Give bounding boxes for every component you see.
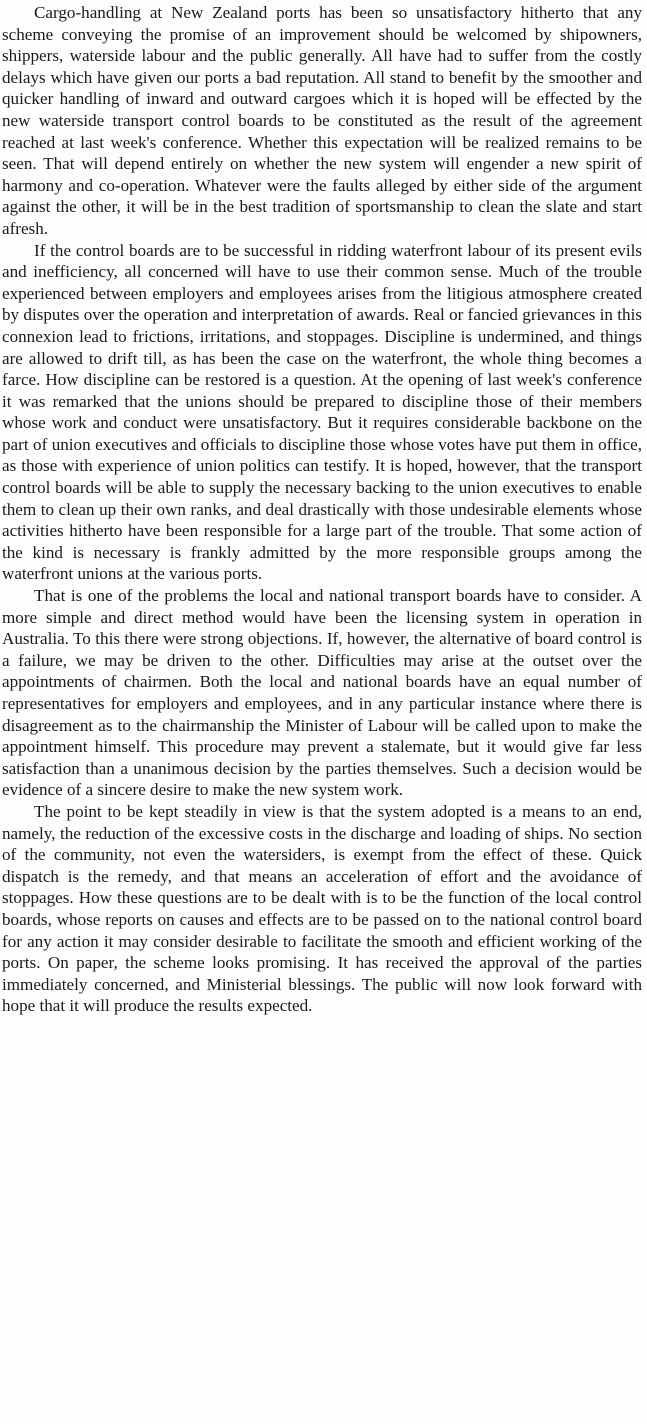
editorial-article — [2, 2, 642, 1017]
paragraph-4: The point to be kept steadily in view is that the system adopted is a means to an end, namely, the reduction of the excessive costs in the discharge and loading of ships. No section of the community, not even the watersiders, is exempt from the effect of these. Quick dispatch is the remedy, and that means an acceleration of effort and the avoidance of stoppages. How these questions are to be dealt with is to be the function of the local control boards, whose reports on causes and effects are to be passed on to the national control board for any action it may consider desirable to facilitate the smooth and efficient working of the ports. On paper, the scheme looks promising. It has received the approval of the parties immediately concerned, and Ministerial blessings. The public will now look forward with hope that it will produce the results expected. — [2, 801, 642, 1016]
paragraph-3: That is one of the problems the local and national transport boards have to consider. A more simple and direct method would have been the licensing system in operation in Australia. To this there were strong objections. If, however, the alternative of board control is a failure, we may be driven to the other. Difficulties may arise at the outset over the appointments of chairmen. Both the local and national boards have an equal number of representatives for employers and employees, and in any particular instance where there is disagreement as to the chairmanship the Minister of Labour will be called upon to make the appointment himself. This procedure may prevent a stalemate, but it would give far less satisfaction than a unanimous decision by the parties themselves. Such a decision would be evidence of a sincere desire to make the new system work. — [2, 586, 642, 800]
paragraph-1: Cargo-handling at New Zealand ports has been so unsatisfactory hitherto that any scheme conveying the promise of an improvement should be welcomed by shipowners, shippers, waterside labour and the public generally. All have had to suffer from the costly delays which have given our ports a bad reputation. All stand to benefit by the smoother and quicker handling of inward and outward cargoes which it is hoped will be effected by the new waterside transport control boards to be constituted as the result of the agreement reached at last week's conference. Whether this expectation will be realized remains to be seen. That will depend entirely on whether the new system will engender a new spirit of harmony and co-operation. Whatever were the faults alleged by either side of the argument against the other, it will be in the best tradition of sportsmanship to clean the slate and start afresh. — [2, 3, 642, 238]
paragraph-2: If the control boards are to be successful in ridding waterfront labour of its present evils and inefficiency, all concerned will have to use their common sense. Much of the trouble experienced between employers and employees arises from the litigious atmosphere created by disputes over the operation and interpretation of awards. Real or fancied grievances in this connexion lead to frictions, irritations, and stoppages. Discipline is undermined, and things are allowed to drift till, as has been the case on the waterfront, the whole thing becomes a farce. How discipline can be restored is a question. At the opening of last week's conference it was remarked that the unions should be prepared to discipline those of their members whose work and conduct were unsatisfactory. But it requires considerable backbone on the part of union executives and officials to discipline those whose votes have put them in office, as those with experience of union politics can testify. It is hoped, however, that the transport control boards will be able to supply the necessary backing to the union executives to enable them to clean up their own ranks, and deal drastically with those undesirable elements whose activities hitherto have been responsible for a large part of the trouble. That some action of the kind is necessary is frankly admitted by the more responsible groups among the waterfront unions at the various ports. — [2, 240, 642, 584]
